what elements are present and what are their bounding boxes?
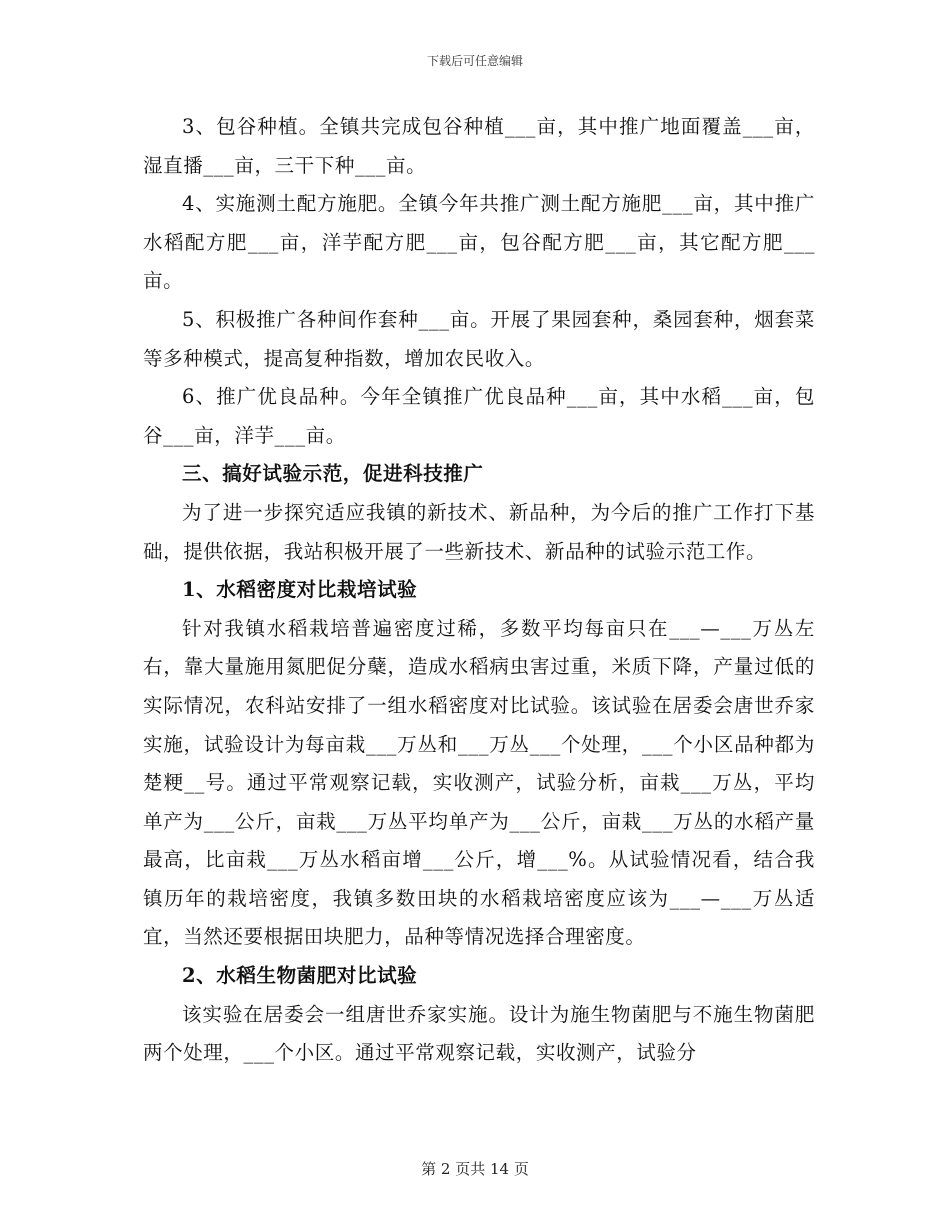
paragraph-item-3: 3、包谷种植。全镇共完成包谷种植___亩，其中推广地面覆盖___亩，湿直播___亩，三干下种___亩。 [143,115,815,177]
paragraph-item-5: 5、积极推广各种间作套种___亩。开展了果园套种，桑园套种，烟套菜等多种模式，提高复种指数，增加农民收入。 [143,307,815,370]
subheading-fertilizer-trial: 2、水稻生物菌肥对比试验 [182,964,418,988]
section-heading-3: 三、搞好试验示范，促进科技推广 [182,462,484,486]
document-body [143,108,815,1073]
paragraph-density-trial: 针对我镇水稻栽培普遍密度过稀，多数平均每亩只在___—___万丛左右，靠大量施用氮肥促分蘖，造成水稻病虫害过重，米质下降，产量过低的实际情况，农科站安排了一组水稻密度对比试验。该试验在居委会唐世乔家实施，试验设计为每亩栽___万丛和___万丛___个处理，___个小区品种都为楚粳__号。通过平常观察记载，实收测产，试验分析，亩栽___万丛，平均单产为___公斤，亩栽___万丛平均单产为___公斤，亩栽___万丛的水稻产量最高，比亩栽___万丛水稻亩增___公斤，增___%。从试验情况看，结合我镇历年的栽培密度，我镇多数田块的水稻栽培密度应该为___—___万丛适宜，当然还要根据田块肥力，品种等情况选择合理密度。 [143,616,815,949]
paragraph-item-4: 4、实施测土配方施肥。全镇今年共推广测土配方施肥___亩，其中推广水稻配方肥___亩，洋芋配方肥___亩，包谷配方肥___亩，其它配方肥___亩。 [143,192,815,293]
paragraph-item-6: 6、推广优良品种。今年全镇推广优良品种___亩，其中水稻___亩，包谷___亩，洋芋___亩。 [143,385,815,447]
page-number: 第 2 页共 14 页 [421,1160,529,1178]
page-header: 下载后可任意编辑 [426,54,523,68]
subheading-density-trial: 1、水稻密度对比栽培试验 [182,578,418,602]
paragraph-fertilizer-trial: 该实验在居委会一组唐世乔家实施。设计为施生物菌肥与不施生物菌肥两个处理，___个小区。通过平常观察记载，实收测产，试验分 [143,1002,815,1065]
paragraph-intro: 为了进一步探究适应我镇的新技术、新品种，为今后的推广工作打下基础，提供依据，我站积极开展了一些新技术、新品种的试验示范工作。 [143,500,815,563]
